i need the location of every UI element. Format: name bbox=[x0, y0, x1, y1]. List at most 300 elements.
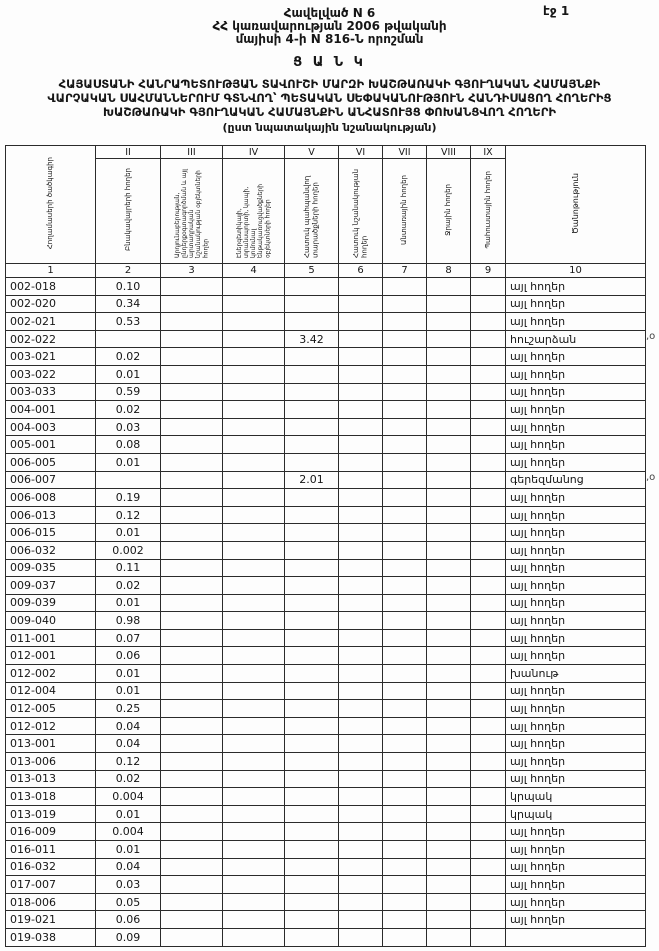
value-cell-col-6 bbox=[339, 682, 383, 700]
value-cell-col-5 bbox=[285, 647, 339, 665]
value-cell-col-5 bbox=[285, 524, 339, 542]
value-cell-col-8 bbox=[427, 841, 471, 859]
value-cell-col-3 bbox=[161, 612, 223, 630]
value-cell-col-3 bbox=[161, 665, 223, 683]
value-cell-col-6 bbox=[339, 753, 383, 771]
col-header-7 bbox=[383, 159, 427, 264]
value-cell-col-4 bbox=[223, 665, 285, 683]
parcel-code-cell: 019-021 bbox=[6, 911, 96, 929]
value-cell-col-3 bbox=[161, 489, 223, 507]
value-cell-col-8 bbox=[427, 665, 471, 683]
value-cell-col-3 bbox=[161, 700, 223, 718]
value-cell-col-2: 0.10 bbox=[96, 278, 161, 296]
value-cell-col-7 bbox=[383, 278, 427, 296]
table-row bbox=[6, 841, 646, 859]
value-cell-col-9 bbox=[471, 841, 506, 859]
note-cell: այլ հողեր bbox=[506, 436, 646, 454]
parcel-code-cell: 012-001 bbox=[6, 647, 96, 665]
table-row bbox=[6, 489, 646, 507]
column-number-3: 3 bbox=[161, 264, 223, 278]
value-cell-col-7 bbox=[383, 594, 427, 612]
value-cell-col-3 bbox=[161, 436, 223, 454]
value-cell-col-5 bbox=[285, 348, 339, 366]
value-cell-col-6 bbox=[339, 295, 383, 313]
note-cell: այլ հողեր bbox=[506, 295, 646, 313]
value-cell-col-4 bbox=[223, 401, 285, 419]
parcel-code-cell: 013-013 bbox=[6, 770, 96, 788]
table-row bbox=[6, 524, 646, 542]
value-cell-col-2: 0.04 bbox=[96, 717, 161, 735]
value-cell-col-2 bbox=[96, 330, 161, 348]
value-cell-col-2: 0.004 bbox=[96, 823, 161, 841]
parcel-code-cell: 003-021 bbox=[6, 348, 96, 366]
table-row bbox=[6, 893, 646, 911]
note-cell: այլ հողեր bbox=[506, 858, 646, 876]
table-row bbox=[6, 788, 646, 806]
parcel-code-cell: 002-018 bbox=[6, 278, 96, 296]
note-cell: այլ հողեր bbox=[506, 313, 646, 331]
value-cell-col-7 bbox=[383, 717, 427, 735]
note-cell: այլ հողեր bbox=[506, 453, 646, 471]
value-cell-col-8 bbox=[427, 436, 471, 454]
value-cell-col-9 bbox=[471, 471, 506, 489]
table-row bbox=[6, 717, 646, 735]
value-cell-col-7 bbox=[383, 682, 427, 700]
value-cell-col-8 bbox=[427, 348, 471, 366]
annex-line-3: մայիսի 4-ի N 816-Ն որոշման bbox=[235, 32, 424, 46]
table-row bbox=[6, 647, 646, 665]
value-cell-col-5 bbox=[285, 665, 339, 683]
value-cell-col-6 bbox=[339, 823, 383, 841]
value-cell-col-4 bbox=[223, 471, 285, 489]
table-row bbox=[6, 418, 646, 436]
value-cell-col-3 bbox=[161, 278, 223, 296]
value-cell-col-8 bbox=[427, 418, 471, 436]
value-cell-col-9 bbox=[471, 612, 506, 630]
value-cell-col-5 bbox=[285, 911, 339, 929]
roman-numeral-ix: IX bbox=[471, 146, 506, 159]
value-cell-col-2: 0.12 bbox=[96, 753, 161, 771]
value-cell-col-4 bbox=[223, 278, 285, 296]
value-cell-col-8 bbox=[427, 401, 471, 419]
value-cell-col-6 bbox=[339, 700, 383, 718]
value-cell-col-4 bbox=[223, 383, 285, 401]
note-cell: այլ հողեր bbox=[506, 612, 646, 630]
value-cell-col-9 bbox=[471, 753, 506, 771]
value-cell-col-7 bbox=[383, 489, 427, 507]
roman-numeral-iii: III bbox=[161, 146, 223, 159]
value-cell-col-5: 2.01 bbox=[285, 471, 339, 489]
value-cell-col-5 bbox=[285, 770, 339, 788]
value-cell-col-2: 0.08 bbox=[96, 436, 161, 454]
value-cell-col-8 bbox=[427, 471, 471, 489]
parcel-code-cell: 013-001 bbox=[6, 735, 96, 753]
value-cell-col-9 bbox=[471, 489, 506, 507]
value-cell-col-3 bbox=[161, 594, 223, 612]
value-cell-col-5 bbox=[285, 717, 339, 735]
parcel-code-cell: 016-011 bbox=[6, 841, 96, 859]
table-row bbox=[6, 735, 646, 753]
value-cell-col-2: 0.06 bbox=[96, 911, 161, 929]
parcel-code-cell: 006-013 bbox=[6, 506, 96, 524]
value-cell-col-5 bbox=[285, 541, 339, 559]
value-cell-col-7 bbox=[383, 770, 427, 788]
value-cell-col-9 bbox=[471, 788, 506, 806]
table-row bbox=[6, 559, 646, 577]
parcel-code-cell: 016-032 bbox=[6, 858, 96, 876]
header-row bbox=[6, 146, 646, 159]
col-header-8 bbox=[427, 159, 471, 264]
column-number-1: 1 bbox=[6, 264, 96, 278]
value-cell-col-3 bbox=[161, 717, 223, 735]
value-cell-col-5 bbox=[285, 612, 339, 630]
value-cell-col-5 bbox=[285, 841, 339, 859]
value-cell-col-2: 0.01 bbox=[96, 594, 161, 612]
document-subtitle bbox=[0, 77, 659, 119]
value-cell-col-5 bbox=[285, 313, 339, 331]
table-row bbox=[6, 823, 646, 841]
value-cell-col-5 bbox=[285, 629, 339, 647]
note-cell bbox=[506, 928, 646, 946]
value-cell-col-9 bbox=[471, 348, 506, 366]
table-row bbox=[6, 453, 646, 471]
value-cell-col-9 bbox=[471, 453, 506, 471]
value-cell-col-2: 0.12 bbox=[96, 506, 161, 524]
note-cell: գերեզմանոց bbox=[506, 471, 646, 489]
land-parcels-table bbox=[5, 145, 646, 947]
value-cell-col-3 bbox=[161, 365, 223, 383]
note-cell: կրպակ bbox=[506, 788, 646, 806]
value-cell-col-4 bbox=[223, 436, 285, 454]
value-cell-col-4 bbox=[223, 735, 285, 753]
value-cell-col-3 bbox=[161, 876, 223, 894]
value-cell-col-7 bbox=[383, 577, 427, 595]
col-header-notes bbox=[506, 146, 646, 264]
value-cell-col-2: 0.002 bbox=[96, 541, 161, 559]
note-cell: այլ հողեր bbox=[506, 383, 646, 401]
value-cell-col-9 bbox=[471, 278, 506, 296]
value-cell-col-6 bbox=[339, 841, 383, 859]
note-cell: այլ հողեր bbox=[506, 577, 646, 595]
note-cell: այլ հողեր bbox=[506, 506, 646, 524]
value-cell-col-3 bbox=[161, 506, 223, 524]
value-cell-col-8 bbox=[427, 682, 471, 700]
value-cell-col-7 bbox=[383, 348, 427, 366]
value-cell-col-4 bbox=[223, 348, 285, 366]
parcel-code-cell: 002-021 bbox=[6, 313, 96, 331]
value-cell-col-8 bbox=[427, 612, 471, 630]
value-cell-col-2: 0.04 bbox=[96, 735, 161, 753]
value-cell-col-7 bbox=[383, 365, 427, 383]
value-cell-col-4 bbox=[223, 682, 285, 700]
roman-numeral-v: V bbox=[285, 146, 339, 159]
value-cell-col-4 bbox=[223, 629, 285, 647]
parcel-code-cell: 006-015 bbox=[6, 524, 96, 542]
table-row bbox=[6, 805, 646, 823]
parcel-code-cell: 018-006 bbox=[6, 893, 96, 911]
value-cell-col-7 bbox=[383, 313, 427, 331]
value-cell-col-7 bbox=[383, 401, 427, 419]
value-cell-col-4 bbox=[223, 823, 285, 841]
note-cell: այլ հողեր bbox=[506, 278, 646, 296]
value-cell-col-9 bbox=[471, 383, 506, 401]
column-number-5: 5 bbox=[285, 264, 339, 278]
parcel-code-cell: 019-038 bbox=[6, 928, 96, 946]
col-header-parcel-code-text: Հողամասերի ծածկագիր bbox=[46, 156, 55, 250]
value-cell-col-4 bbox=[223, 893, 285, 911]
note-cell: այլ հողեր bbox=[506, 365, 646, 383]
value-cell-col-9 bbox=[471, 559, 506, 577]
value-cell-col-2: 0.01 bbox=[96, 665, 161, 683]
value-cell-col-4 bbox=[223, 612, 285, 630]
value-cell-col-3 bbox=[161, 858, 223, 876]
value-cell-col-7 bbox=[383, 453, 427, 471]
value-cell-col-4 bbox=[223, 700, 285, 718]
value-cell-col-7 bbox=[383, 753, 427, 771]
value-cell-col-6 bbox=[339, 524, 383, 542]
value-cell-col-8 bbox=[427, 805, 471, 823]
table-row bbox=[6, 629, 646, 647]
value-cell-col-5 bbox=[285, 453, 339, 471]
note-cell: այլ հողեր bbox=[506, 911, 646, 929]
value-cell-col-5 bbox=[285, 823, 339, 841]
handwritten-margin-mark-1: ,օ bbox=[646, 331, 656, 342]
value-cell-col-8 bbox=[427, 524, 471, 542]
parcel-code-cell: 003-022 bbox=[6, 365, 96, 383]
col-header-parcel-code bbox=[6, 146, 96, 264]
value-cell-col-8 bbox=[427, 700, 471, 718]
value-cell-col-6 bbox=[339, 436, 383, 454]
value-cell-col-7 bbox=[383, 665, 427, 683]
note-cell: այլ հողեր bbox=[506, 348, 646, 366]
value-cell-col-4 bbox=[223, 753, 285, 771]
value-cell-col-8 bbox=[427, 489, 471, 507]
table-row bbox=[6, 594, 646, 612]
value-cell-col-9 bbox=[471, 858, 506, 876]
note-cell: այլ հողեր bbox=[506, 700, 646, 718]
value-cell-col-2: 0.01 bbox=[96, 365, 161, 383]
value-cell-col-4 bbox=[223, 805, 285, 823]
note-cell: այլ հողեր bbox=[506, 682, 646, 700]
note-cell: այլ հողեր bbox=[506, 841, 646, 859]
column-number-6: 6 bbox=[339, 264, 383, 278]
parcel-code-cell: 009-035 bbox=[6, 559, 96, 577]
table-row bbox=[6, 682, 646, 700]
value-cell-col-2: 0.04 bbox=[96, 858, 161, 876]
table-row bbox=[6, 911, 646, 929]
value-cell-col-7 bbox=[383, 841, 427, 859]
value-cell-col-2: 0.004 bbox=[96, 788, 161, 806]
value-cell-col-8 bbox=[427, 541, 471, 559]
value-cell-col-6 bbox=[339, 330, 383, 348]
value-cell-col-6 bbox=[339, 876, 383, 894]
table-row bbox=[6, 665, 646, 683]
value-cell-col-8 bbox=[427, 823, 471, 841]
value-cell-col-3 bbox=[161, 823, 223, 841]
value-cell-col-8 bbox=[427, 647, 471, 665]
col-header-7-text: Անտառային հողեր bbox=[400, 174, 409, 245]
value-cell-col-9 bbox=[471, 770, 506, 788]
value-cell-col-3 bbox=[161, 418, 223, 436]
table-row bbox=[6, 541, 646, 559]
note-cell: այլ հողեր bbox=[506, 753, 646, 771]
table-row bbox=[6, 753, 646, 771]
value-cell-col-2: 0.19 bbox=[96, 489, 161, 507]
value-cell-col-5 bbox=[285, 682, 339, 700]
value-cell-col-4 bbox=[223, 453, 285, 471]
value-cell-col-6 bbox=[339, 365, 383, 383]
col-header-8-text: Ջրային հողեր bbox=[444, 183, 453, 236]
value-cell-col-5 bbox=[285, 278, 339, 296]
value-cell-col-8 bbox=[427, 911, 471, 929]
value-cell-col-5 bbox=[285, 418, 339, 436]
value-cell-col-3 bbox=[161, 753, 223, 771]
parcel-code-cell: 012-012 bbox=[6, 717, 96, 735]
value-cell-col-7 bbox=[383, 893, 427, 911]
value-cell-col-3 bbox=[161, 647, 223, 665]
value-cell-col-3 bbox=[161, 313, 223, 331]
value-cell-col-8 bbox=[427, 735, 471, 753]
value-cell-col-9 bbox=[471, 823, 506, 841]
value-cell-col-6 bbox=[339, 453, 383, 471]
value-cell-col-5 bbox=[285, 295, 339, 313]
col-header-2-text: Բնակավայրերի հողեր bbox=[123, 168, 132, 251]
table-row bbox=[6, 700, 646, 718]
parcel-code-cell: 006-007 bbox=[6, 471, 96, 489]
value-cell-col-9 bbox=[471, 313, 506, 331]
table-row bbox=[6, 858, 646, 876]
value-cell-col-8 bbox=[427, 365, 471, 383]
roman-numeral-ii: II bbox=[96, 146, 161, 159]
value-cell-col-9 bbox=[471, 524, 506, 542]
value-cell-col-2: 0.07 bbox=[96, 629, 161, 647]
value-cell-col-4 bbox=[223, 876, 285, 894]
roman-numeral-iv: IV bbox=[223, 146, 285, 159]
value-cell-col-8 bbox=[427, 753, 471, 771]
parcel-code-cell: 002-022 bbox=[6, 330, 96, 348]
subtitle-note: (ըստ նպատակային նշանակության) bbox=[222, 121, 437, 134]
value-cell-col-2: 0.02 bbox=[96, 401, 161, 419]
note-cell: այլ հողեր bbox=[506, 401, 646, 419]
subtitle-line-3: ԽԱՇԹԱՌԱԿԻ ԳՅՈՒՂԱԿԱՆ ՀԱՄԱՅՆՔԻՆ ԱՆՀԱՏՈՒՅՑ ՓՈԽԱՆՑՎՈՂ ՀՈՂԵՐԻ bbox=[102, 105, 557, 119]
parcel-code-cell: 004-003 bbox=[6, 418, 96, 436]
table-header bbox=[6, 146, 646, 278]
value-cell-col-6 bbox=[339, 612, 383, 630]
note-cell: այլ հողեր bbox=[506, 541, 646, 559]
col-header-2 bbox=[96, 159, 161, 264]
value-cell-col-3 bbox=[161, 735, 223, 753]
value-cell-col-5 bbox=[285, 594, 339, 612]
value-cell-col-2: 0.03 bbox=[96, 876, 161, 894]
table-row bbox=[6, 770, 646, 788]
value-cell-col-3 bbox=[161, 401, 223, 419]
table-row bbox=[6, 348, 646, 366]
note-cell: այլ հողեր bbox=[506, 559, 646, 577]
value-cell-col-4 bbox=[223, 594, 285, 612]
table-row bbox=[6, 876, 646, 894]
document-title: Ց Ա Ն Կ bbox=[293, 55, 366, 70]
parcel-code-cell: 012-005 bbox=[6, 700, 96, 718]
value-cell-col-4 bbox=[223, 365, 285, 383]
value-cell-col-2: 0.59 bbox=[96, 383, 161, 401]
value-cell-col-9 bbox=[471, 717, 506, 735]
table-row bbox=[6, 295, 646, 313]
note-cell: այլ հողեր bbox=[506, 647, 646, 665]
value-cell-col-6 bbox=[339, 489, 383, 507]
value-cell-col-2: 0.01 bbox=[96, 805, 161, 823]
value-cell-col-6 bbox=[339, 735, 383, 753]
value-cell-col-9 bbox=[471, 577, 506, 595]
value-cell-col-7 bbox=[383, 805, 427, 823]
column-number-8: 8 bbox=[427, 264, 471, 278]
value-cell-col-6 bbox=[339, 893, 383, 911]
value-cell-col-2: 0.05 bbox=[96, 893, 161, 911]
value-cell-col-2: 0.01 bbox=[96, 682, 161, 700]
value-cell-col-5 bbox=[285, 788, 339, 806]
value-cell-col-6 bbox=[339, 770, 383, 788]
value-cell-col-6 bbox=[339, 506, 383, 524]
value-cell-col-4 bbox=[223, 841, 285, 859]
value-cell-col-9 bbox=[471, 893, 506, 911]
value-cell-col-2: 0.01 bbox=[96, 524, 161, 542]
value-cell-col-2: 0.02 bbox=[96, 348, 161, 366]
table-row bbox=[6, 313, 646, 331]
value-cell-col-5 bbox=[285, 700, 339, 718]
parcel-code-cell: 003-033 bbox=[6, 383, 96, 401]
table-body bbox=[6, 278, 646, 947]
subtitle-line-2: ՎԱՐՉԱԿԱՆ ՍԱՀՄԱՆՆԵՐՈՒՄ ԳՏՆՎՈՂ՝ ՊԵՏԱԿԱՆ ՍԵՓԱԿԱՆՈՒԹՅՈՒՆ ՀԱՆԴԻՍԱՑՈՂ ՀՈՂԵՐԻՑ bbox=[47, 91, 612, 105]
parcel-code-cell: 009-039 bbox=[6, 594, 96, 612]
value-cell-col-7 bbox=[383, 383, 427, 401]
note-cell: այլ հողեր bbox=[506, 717, 646, 735]
table-row bbox=[6, 577, 646, 595]
header-row bbox=[6, 264, 646, 278]
col-header-4 bbox=[223, 159, 285, 264]
value-cell-col-3 bbox=[161, 330, 223, 348]
value-cell-col-2: 0.02 bbox=[96, 770, 161, 788]
parcel-code-cell: 002-020 bbox=[6, 295, 96, 313]
value-cell-col-9 bbox=[471, 330, 506, 348]
value-cell-col-4 bbox=[223, 647, 285, 665]
value-cell-col-9 bbox=[471, 647, 506, 665]
value-cell-col-6 bbox=[339, 629, 383, 647]
value-cell-col-5 bbox=[285, 577, 339, 595]
value-cell-col-2: 0.09 bbox=[96, 928, 161, 946]
parcel-code-cell: 013-018 bbox=[6, 788, 96, 806]
value-cell-col-7 bbox=[383, 788, 427, 806]
value-cell-col-3 bbox=[161, 559, 223, 577]
column-number-7: 7 bbox=[383, 264, 427, 278]
value-cell-col-9 bbox=[471, 418, 506, 436]
value-cell-col-7 bbox=[383, 612, 427, 630]
value-cell-col-4 bbox=[223, 770, 285, 788]
value-cell-col-6 bbox=[339, 383, 383, 401]
value-cell-col-6 bbox=[339, 418, 383, 436]
note-cell: այլ հողեր bbox=[506, 524, 646, 542]
value-cell-col-8 bbox=[427, 717, 471, 735]
table-row bbox=[6, 365, 646, 383]
value-cell-col-6 bbox=[339, 717, 383, 735]
value-cell-col-4 bbox=[223, 717, 285, 735]
value-cell-col-6 bbox=[339, 805, 383, 823]
note-cell: այլ հողեր bbox=[506, 418, 646, 436]
value-cell-col-5 bbox=[285, 893, 339, 911]
note-cell: այլ հողեր bbox=[506, 629, 646, 647]
col-header-5 bbox=[285, 159, 339, 264]
value-cell-col-6 bbox=[339, 788, 383, 806]
parcel-code-cell: 006-008 bbox=[6, 489, 96, 507]
note-cell: հուշարձան bbox=[506, 330, 646, 348]
